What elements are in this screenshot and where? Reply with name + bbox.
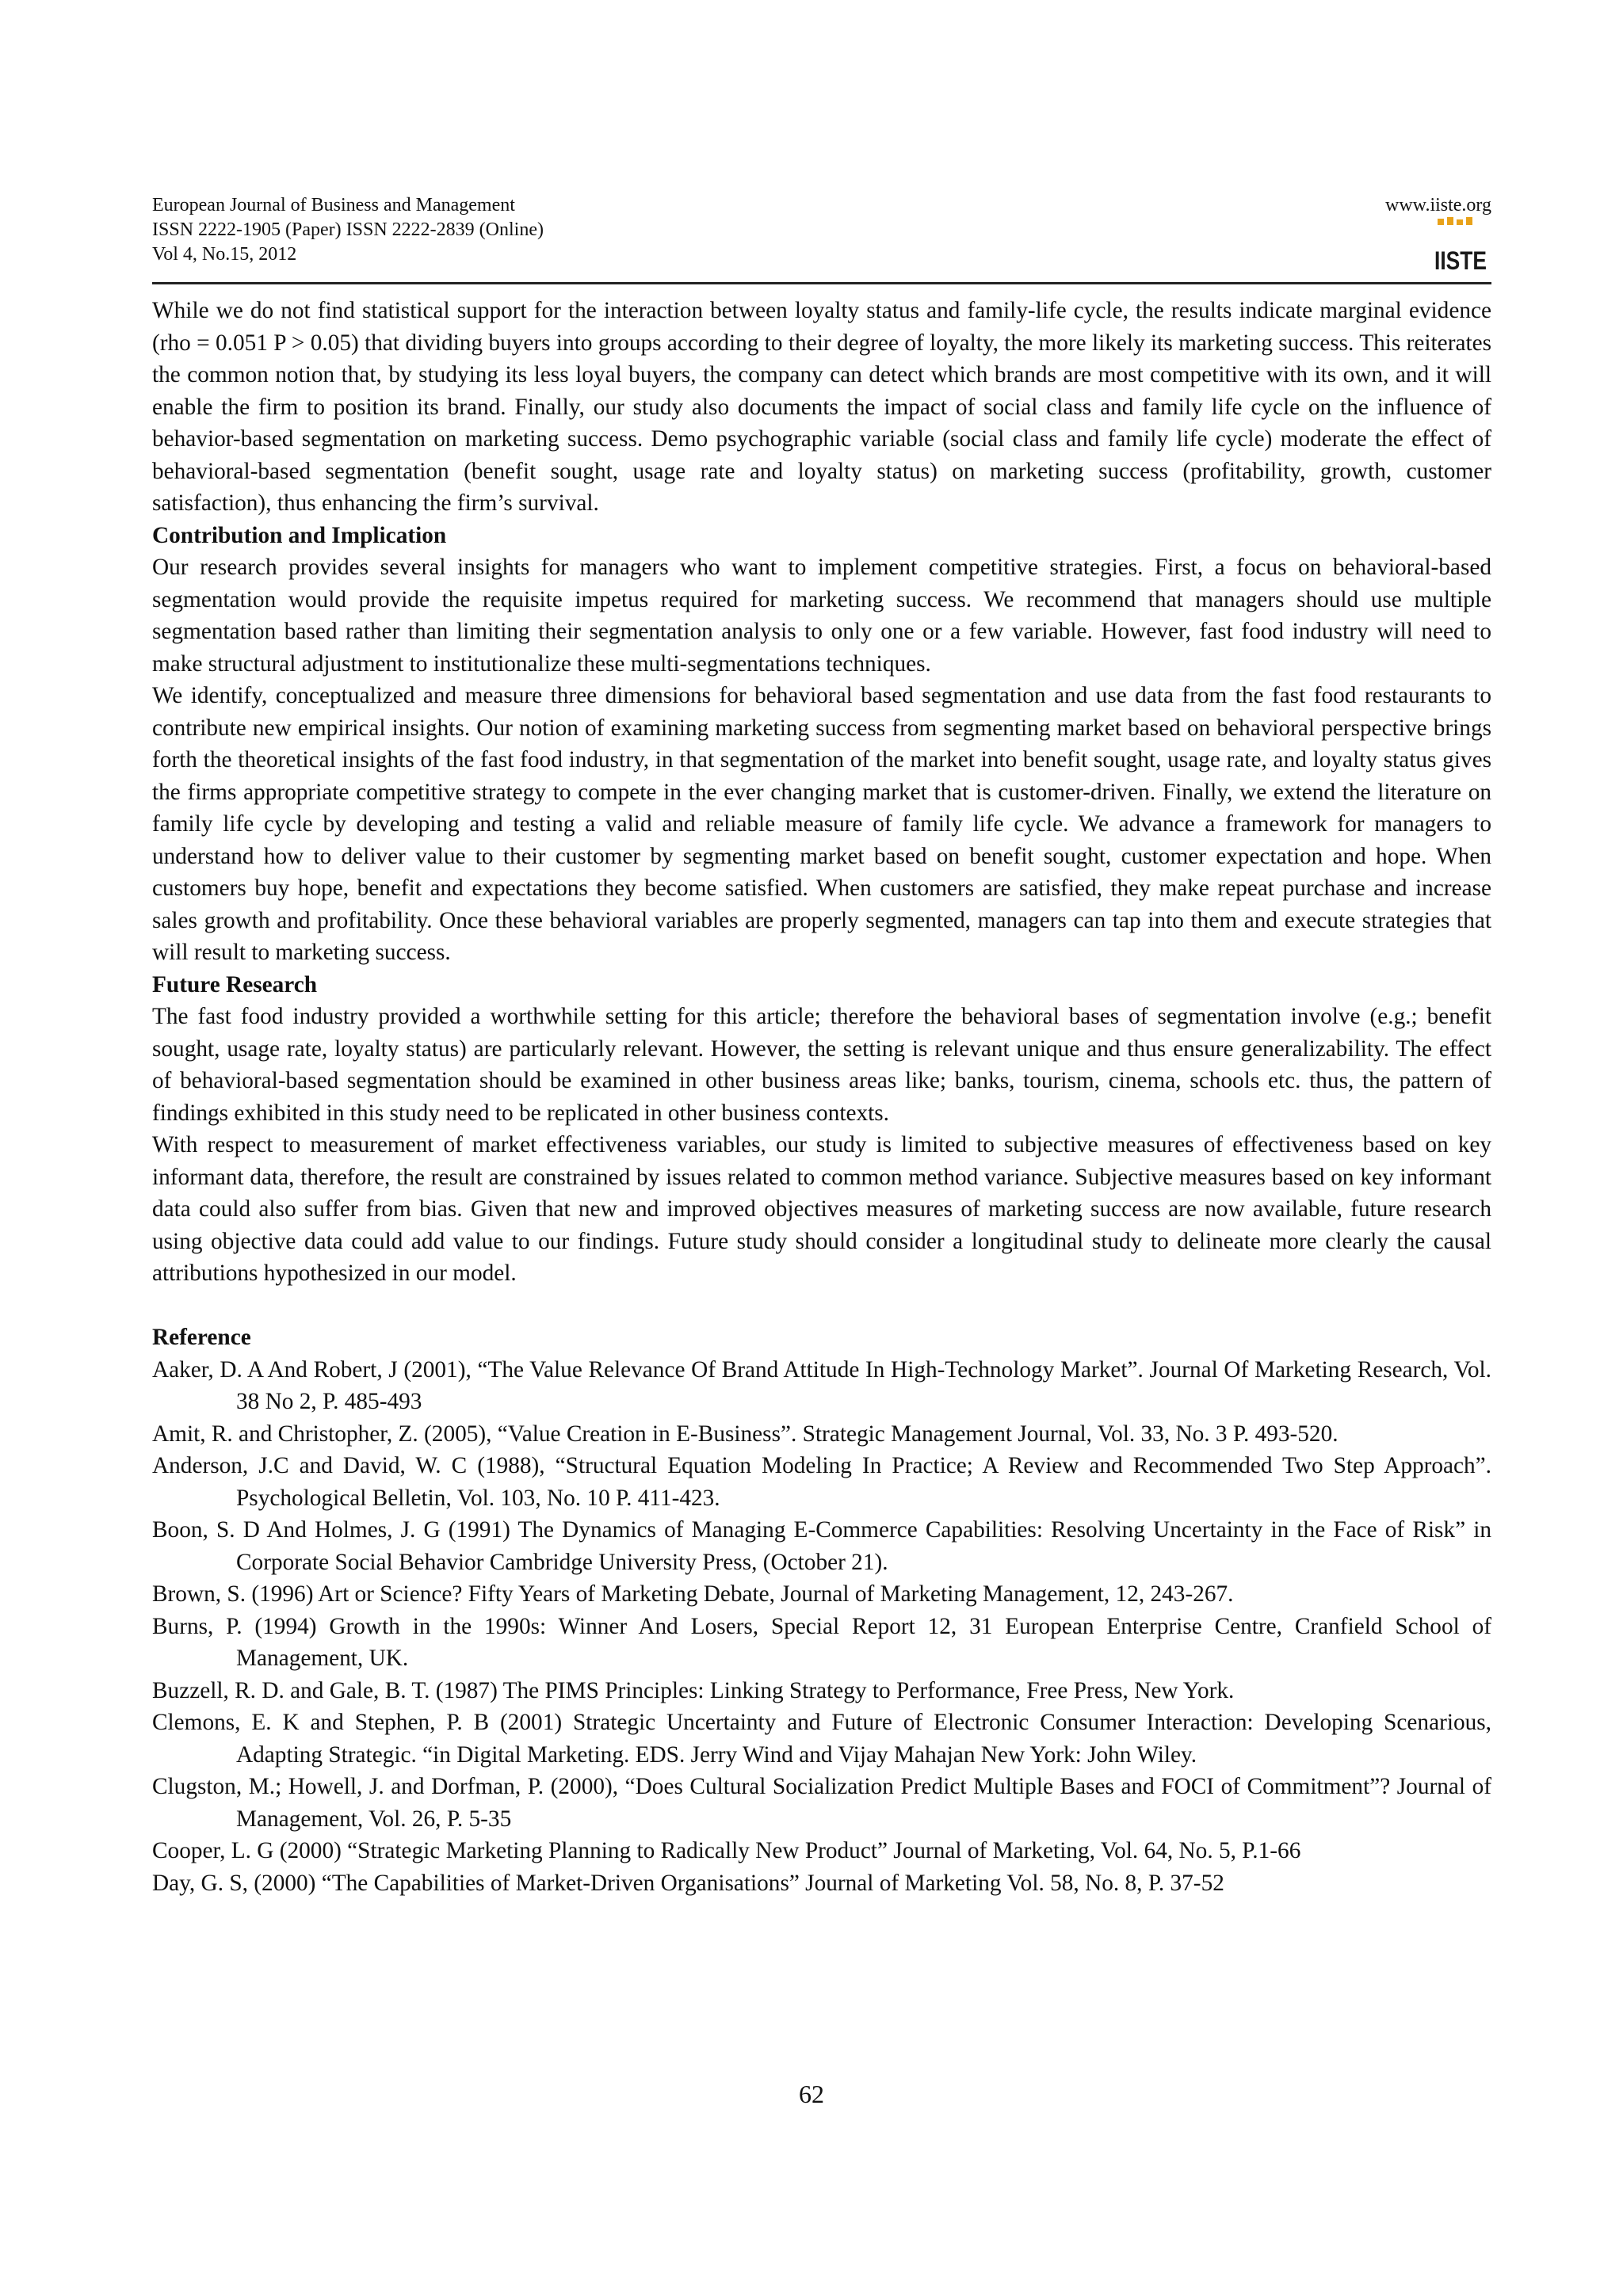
reference-item: Brown, S. (1996) Art or Science? Fifty Years of Marketing Debate, Journal of Marketing Management, 12, 243-267. — [152, 1581, 1234, 1607]
journal-info — [152, 193, 544, 267]
page-number: 62 — [799, 2080, 824, 2108]
article-body — [152, 295, 1491, 1899]
journal-title: European Journal of Business and Management — [152, 195, 515, 215]
reference-item: Anderson, J.C and David, W. C (1988), “Structural Equation Modeling In Practice; A Review and Recommended Two Step Approach”. Psychological Belletin, Vol. 103, No. 10 P. 411-423. — [152, 1453, 1491, 1511]
website-link[interactable]: www.iiste.org — [1385, 195, 1491, 215]
reference-item: Boon, S. D And Holmes, J. G (1991) The Dynamics of Managing E-Commerce Capabilities: Resolving Uncertainty in the Face of Risk” in Corporate Social Behavior Cambridge University Press, (October 21). — [152, 1517, 1491, 1575]
body-paragraph: We identify, conceptualized and measure three dimensions for behavioral based segmentation and use data from the fast food restaurants to contribute new empirical insights. Our notion of examining marketing success from segmenting market based on behavioral perspective brings forth the theoretical insights of the fast food industry, in that segmentation of the market into benefit sought, usage rate, and loyalty status gives the firms appropriate competitive strategy to compete in the ever changing market that is customer-driven. Finally, we extend the literature on family life cycle by developing and testing a valid and reliable measure of family life cycle. We advance a framework for managers to understand how to deliver value to their customer by segmenting market based on benefit sought, customer expectation and hope. When customers buy hope, benefit and expectations they become satisfied. When customers are satisfied, they make repeat purchase and increase sales growth and profitability. Once these behavioral variables are properly segmented, managers can tap into them and execute strategies that will result to marketing success. — [152, 683, 1491, 965]
journal-issn: ISSN 2222-1905 (Paper) ISSN 2222-2839 (Online) — [152, 219, 544, 240]
body-paragraph: Our research provides several insights for managers who want to implement competitive strategies. First, a focus on behavioral-based segmentation would provide the requisite impetus required for marketing success. We recommend that managers should use multiple segmentation based rather than limiting their segmentation analysis to only one or a few variable. However, fast food industry will need to make structural adjustment to institutionalize these multi-segmentations techniques. — [152, 555, 1491, 677]
references-heading: Reference — [152, 1325, 251, 1350]
iiste-logo — [1433, 217, 1488, 274]
reference-list — [152, 1354, 1491, 1900]
reference-item: Clugston, M.; Howell, J. and Dorfman, P. (2000), “Does Cultural Socialization Predict Multiple Bases and FOCI of Commitment”? Journal of Management, Vol. 26, P. 5-35 — [152, 1774, 1491, 1832]
body-paragraph: While we do not find statistical support for the interaction between loyalty status and family-life cycle, the results indicate marginal evidence (rho = 0.051 P > 0.05) that dividing buyers into groups according to their degree of loyalty, the more likely its marketing success. This reiterates the common notion that, by studying its less loyal buyers, the company can detect which brands are most competitive with its own, and it will enable the firm to position its brand. Finally, our study also documents the impact of social class and family life cycle on the influence of behavior-based segmentation on marketing success. Demo psychographic variable (social class and family life cycle) moderate the effect of behavioral-based segmentation (benefit sought, usage rate and loyalty status) on marketing success (profitability, growth, customer satisfaction), thus enhancing the firm’s survival. — [152, 298, 1491, 516]
reference-item: Day, G. S, (2000) “The Capabilities of Market-Driven Organisations” Journal of Marketing Vol. 58, No. 8, P. 37-52 — [152, 1870, 1224, 1896]
body-paragraph: With respect to measurement of market effectiveness variables, our study is limited to subjective measures of effectiveness based on key informant data, therefore, the result are constrained by issues related to common method variance. Subjective measures based on key informant data could also suffer from bias. Given that new and improved objectives measures of marketing success are now available, future research using objective data could add value to our findings. Future study should consider a longitudinal study to delineate more clearly the causal attributions hypothesized in our model. — [152, 1132, 1491, 1286]
reference-item: Amit, R. and Christopher, Z. (2005), “Value Creation in E-Business”. Strategic Management Journal, Vol. 33, No. 3 P. 493-520. — [152, 1421, 1338, 1447]
page-header — [152, 193, 1491, 284]
reference-item: Buzzell, R. D. and Gale, B. T. (1987) The PIMS Principles: Linking Strategy to Performance, Free Press, New York. — [152, 1677, 1235, 1703]
section-heading-contribution: Contribution and Implication — [152, 522, 447, 548]
section-heading-future-research: Future Research — [152, 971, 318, 997]
reference-item: Cooper, L. G (2000) “Strategic Marketing Planning to Radically New Product” Journal of Marketing, Vol. 64, No. 5, P.1-66 — [152, 1838, 1301, 1863]
reference-item: Aaker, D. A And Robert, J (2001), “The Value Relevance Of Brand Attitude In High-Technology Market”. Journal Of Marketing Research, Vol. 38 No 2, P. 485-493 — [152, 1356, 1491, 1414]
reference-item: Clemons, E. K and Stephen, P. B (2001) Strategic Uncertainty and Future of Electronic Consumer Interaction: Developing Scenarious, Adapting Strategic. “in Digital Marketing. EDS. Jerry Wind and Vijay Mahajan New York: John Wiley. — [152, 1710, 1491, 1768]
publisher-info — [1285, 193, 1491, 218]
body-paragraph: The fast food industry provided a worthwhile setting for this article; therefore the behavioral bases of segmentation involve (e.g.; benefit sought, usage rate, loyalty status) are particularly relevant. However, the setting is relevant unique and thus ensure generalizability. The effect of behavioral-based segmentation should be examined in other business areas like; banks, tourism, cinema, schools etc. thus, the pattern of findings exhibited in this study need to be replicated in other business contexts. — [152, 1004, 1491, 1126]
journal-volume: Vol 4, No.15, 2012 — [152, 244, 297, 265]
reference-item: Burns, P. (1994) Growth in the 1990s: Winner And Losers, Special Report 12, 31 European Enterprise Centre, Cranfield School of Management, UK. — [152, 1613, 1491, 1671]
svg-text:IISTE: IISTE — [1434, 246, 1487, 275]
